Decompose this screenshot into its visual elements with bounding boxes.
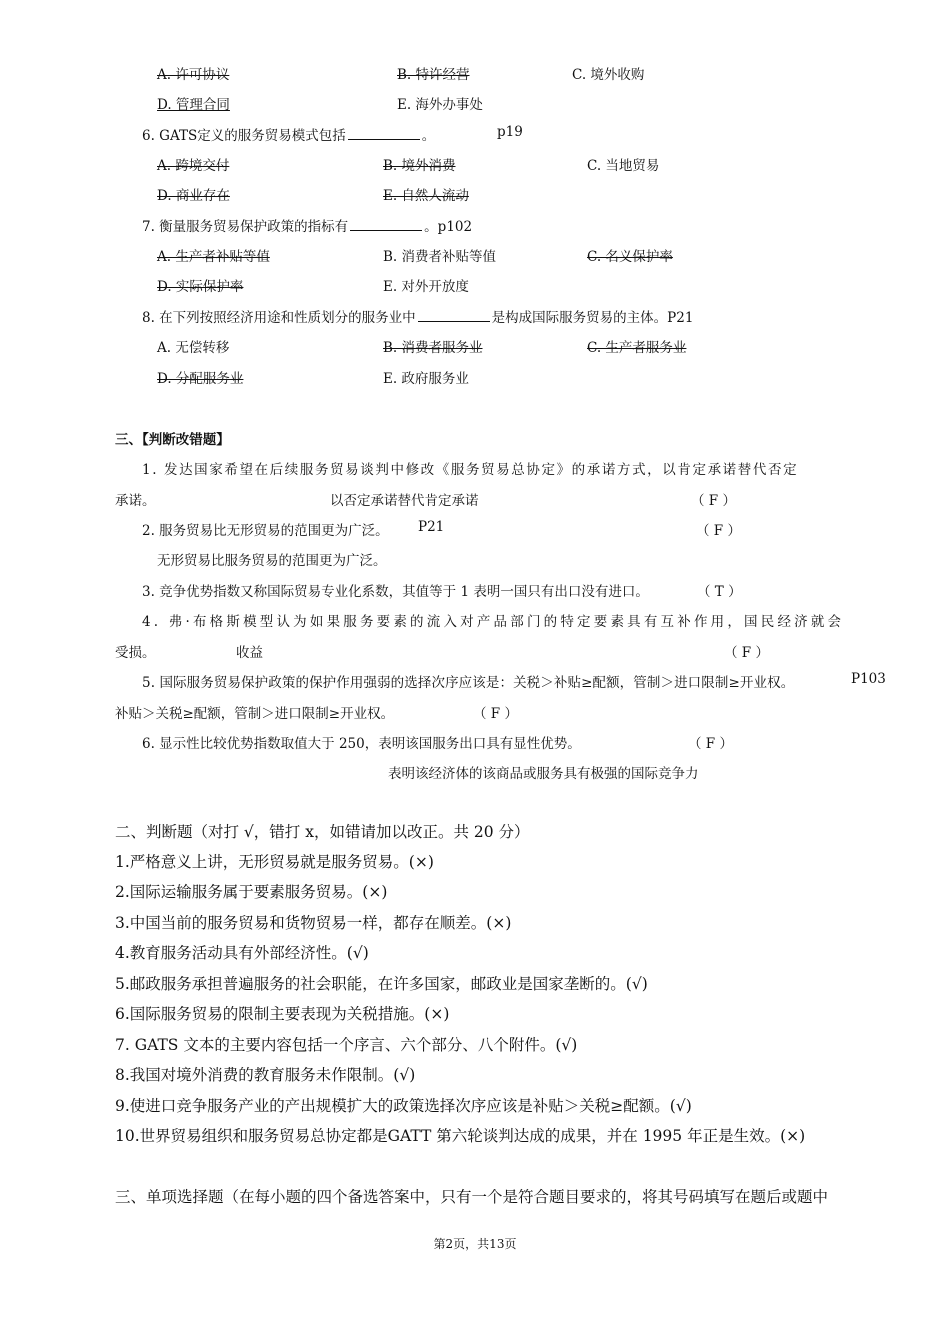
judge-fix-item-5-line-1: 5. 国际服务贸易保护政策的保护作用强弱的选择次序应该是：关税＞补贴≥配额，管制＞进口限制≥开业权。 [142,675,795,691]
q7-stem-after: 。p102 [424,219,473,235]
q5-option-c: C. 境外收购 [572,67,645,83]
judge-fix-item-6-line-1: 6. 显示性比较优势指数取值大于 250，表明该国服务出口具有显性优势。 [142,736,581,752]
q8-option-d: D. 分配服务业 [157,371,244,387]
q8-option-a: A. 无偿转移 [157,340,230,356]
tf-item-4: 4.教育服务活动具有外部经济性。(√) [115,944,369,962]
tf-item-6: 6.国际服务贸易的限制主要表现为关税措施。(×) [115,1005,450,1023]
q6-option-b: B. 境外消费 [383,158,456,174]
judge-fix-item-2-correction: 无形贸易比服务贸易的范围更为广泛。 [157,553,387,569]
judge-fix-item-1-line-1: 1. 发达国家希望在后续服务贸易谈判中修改《服务贸易总协定》的承诺方式，以肯定承诺替代否定 [142,462,799,478]
tf-item-5: 5.邮政服务承担普遍服务的社会职能，在许多国家，邮政业是国家垄断的。(√) [115,975,648,993]
q7-blank [350,218,422,231]
q6-blank [348,127,420,140]
tf-item-8: 8.我国对境外消费的教育服务未作限制。(√) [115,1066,416,1084]
tf-item-10: 10.世界贸易组织和服务贸易总协定都是GATT 第六轮谈判达成的成果，并在 1995 年正是生效。(×) [115,1127,806,1145]
judge-fix-item-1-correction: 以否定承诺替代肯定承诺 [330,493,479,509]
judge-fix-item-5-answer: （ F ） [473,706,518,722]
tf-section-title: 二、判断题（对打 √，错打 x，如错请加以改正。共 20 分） [115,823,530,841]
q7-option-c: C. 名义保护率 [587,249,673,265]
tf-item-3: 3.中国当前的服务贸易和货物贸易一样，都存在顺差。(×) [115,914,512,932]
q6-stem [142,124,435,144]
q8-option-e: E. 政府服务业 [383,371,469,387]
q7-option-b: B. 消费者补贴等值 [383,249,497,265]
q8-stem [142,306,693,326]
q6-option-d: D. 商业存在 [157,188,230,204]
judge-fix-item-4-correction: 收益 [236,645,263,661]
q8-blank [418,309,490,322]
q7-option-d: D. 实际保护率 [157,279,244,295]
tf-item-9: 9.使进口竞争服务产业的产出规模扩大的政策选择次序应该是补贴＞关税≥配额。(√) [115,1097,692,1115]
judge-fix-item-1-answer: （ F ） [691,493,736,509]
tf-item-1: 1.严格意义上讲，无形贸易就是服务贸易。(×) [115,853,434,871]
judge-fix-item-1-line-2: 承诺。 [115,493,156,509]
q6-page-ref: p19 [497,124,523,140]
q6-option-e: E. 自然人流动 [383,188,469,204]
judge-fix-item-4-answer: （ F ） [724,645,769,661]
judge-fix-item-6-answer: （ F ） [688,736,733,752]
judge-fix-item-5-line-2: 补贴＞关税≥配额，管制＞进口限制≥开业权。 [115,706,395,722]
judge-fix-item-6-correction: 表明该经济体的该商品或服务具有极强的国际竞争力 [388,766,699,782]
q5-option-e: E. 海外办事处 [397,97,483,113]
q5-option-d: D. 管理合同 [157,97,230,113]
q7-option-a: A. 生产者补贴等值 [157,249,270,265]
q6-option-a: A. 跨境交付 [157,158,230,174]
q7-stem-before: 7. 衡量服务贸易保护政策的指标有 [142,219,349,235]
q6-option-c: C. 当地贸易 [587,158,660,174]
q8-option-c: C. 生产者服务业 [587,340,687,356]
judge-fix-item-2-ref: P21 [418,519,445,535]
single-choice-section-title: 三、单项选择题（在每小题的四个备选答案中，只有一个是符合题目要求的，将其号码填写在题后或题中 [115,1188,829,1206]
q6-stem-after: 。 [421,128,436,144]
judge-fix-section-title: 三、【判断改错题】 [115,432,230,448]
judge-fix-item-4-line-2: 受损。 [115,645,156,661]
judge-fix-item-4-line-1: 4. 弗·布格斯模型认为如果服务要素的流入对产品部门的特定要素具有互补作用，国民经济就会 [142,614,845,630]
q5-option-a: A. 许可协议 [157,67,230,83]
q7-option-e: E. 对外开放度 [383,279,469,295]
tf-item-7: 7. GATS 文本的主要内容包括一个序言、六个部分、八个附件。(√) [115,1036,578,1054]
judge-fix-item-2-answer: （ F ） [696,523,741,539]
q8-option-b: B. 消费者服务业 [383,340,483,356]
q7-stem [142,215,472,235]
q6-stem-before: 6. GATS定义的服务贸易模式包括 [142,128,346,144]
tf-item-2: 2.国际运输服务属于要素服务贸易。(×) [115,883,388,901]
q5-option-b: B. 特许经营 [397,67,470,83]
judge-fix-item-3-line-1: 3. 竞争优势指数又称国际贸易专业化系数，其值等于 1 表明一国只有出口没有进口。 [142,584,649,600]
q8-stem-after: 是构成国际服务贸易的主体。P21 [491,310,694,326]
judge-fix-item-5-ref: P103 [851,671,886,687]
judge-fix-item-2-line-1: 2. 服务贸易比无形贸易的范围更为广泛。 [142,523,389,539]
q8-stem-before: 8. 在下列按照经济用途和性质划分的服务业中 [142,310,416,326]
judge-fix-item-3-answer: （ T ） [697,584,742,600]
page-footer: 第2页，共13页 [433,1237,517,1251]
